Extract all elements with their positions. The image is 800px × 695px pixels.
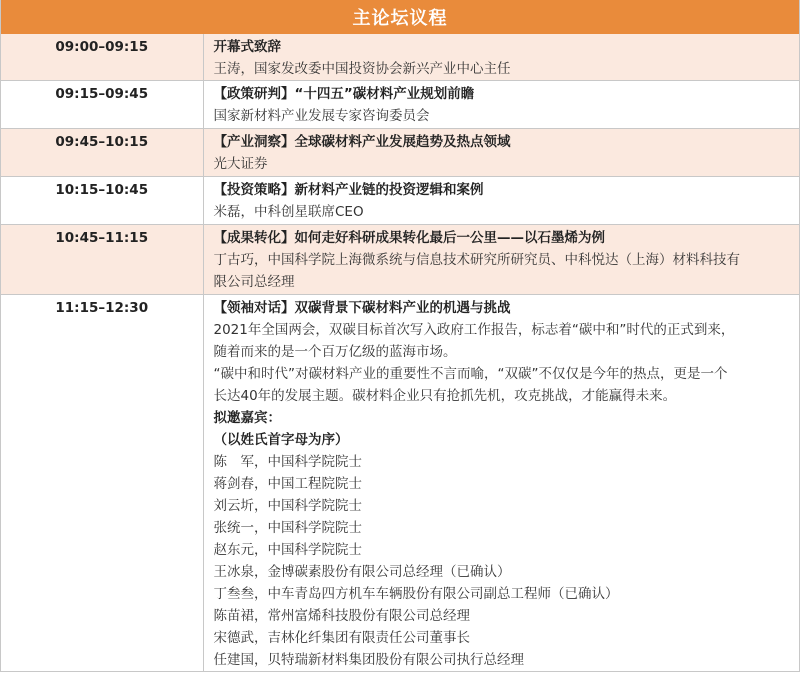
session-row-5 xyxy=(1,225,799,295)
session-time: 09:15–09:45 xyxy=(1,81,203,129)
session-time: 10:15–10:45 xyxy=(1,177,203,225)
guest-item: 赵东元，中国科学院院士 xyxy=(213,542,362,558)
session-content xyxy=(203,129,799,177)
session-description: 随着而来的是一个百万亿级的蓝海市场。 xyxy=(213,344,457,360)
session-topic: 【成果转化】如何走好科研成果转化最后一公里——以石墨烯为例 xyxy=(213,230,605,246)
agenda-table xyxy=(1,34,799,672)
session-content xyxy=(203,225,799,295)
session-topic: 开幕式致辞 xyxy=(213,39,281,55)
session-speaker: 丁古巧，中国科学院上海微系统与信息技术研究所研究员、中科悦达（上海）材料科技有 xyxy=(213,252,740,268)
session-description: “碳中和时代”对碳材料产业的重要性不言而喻，“双碳”不仅仅是今年的热点，更是一个 xyxy=(213,366,728,382)
guest-order-note: （以姓氏首字母为序） xyxy=(213,432,349,448)
agenda-title-bar xyxy=(1,0,799,34)
session-speaker: 王涛，国家发改委中国投资协会新兴产业中心主任 xyxy=(213,61,511,77)
session-speaker: 国家新材料产业发展专家咨询委员会 xyxy=(213,108,430,124)
session-row-2 xyxy=(1,81,799,129)
session-description: 2021年全国两会，双碳目标首次写入政府工作报告，标志着“碳中和”时代的正式到来， xyxy=(213,322,735,338)
guest-item: 蒋剑春，中国工程院院士 xyxy=(213,476,362,492)
session-topic: 【产业洞察】全球碳材料产业发展趋势及热点领域 xyxy=(213,134,511,150)
session-speaker-cont: 限公司总经理 xyxy=(213,274,295,290)
guest-item: 丁叁叁，中车青岛四方机车车辆股份有限公司副总工程师（已确认） xyxy=(213,586,619,602)
session-topic: 【领袖对话】双碳背景下碳材料产业的机遇与挑战 xyxy=(213,300,511,316)
session-row-3 xyxy=(1,129,799,177)
session-topic: 【政策研判】“十四五”碳材料产业规划前瞻 xyxy=(213,86,475,102)
session-time: 10:45–11:15 xyxy=(1,225,203,295)
session-content xyxy=(203,81,799,129)
guest-item: 王冰泉，金博碳素股份有限公司总经理（已确认） xyxy=(213,564,511,580)
session-content xyxy=(203,295,799,672)
session-time: 11:15–12:30 xyxy=(1,295,203,672)
session-row-1 xyxy=(1,34,799,81)
guest-item: 张统一，中国科学院院士 xyxy=(213,520,362,536)
guest-item: 陈 军，中国科学院院士 xyxy=(213,454,362,470)
guest-item: 宋德武，吉林化纤集团有限责任公司董事长 xyxy=(213,630,470,646)
session-row-6 xyxy=(1,295,799,672)
agenda-title: 主论坛议程 xyxy=(352,8,448,29)
invited-guests-label: 拟邀嘉宾： xyxy=(213,410,281,426)
session-row-4 xyxy=(1,177,799,225)
session-speaker: 光大证券 xyxy=(213,156,268,172)
session-time: 09:45–10:15 xyxy=(1,129,203,177)
guest-item: 刘云圻，中国科学院院士 xyxy=(213,498,362,514)
guest-item: 陈苗裙，常州富烯科技股份有限公司总经理 xyxy=(213,608,470,624)
session-topic: 【投资策略】新材料产业链的投资逻辑和案例 xyxy=(213,182,484,198)
session-content xyxy=(203,177,799,225)
session-time: 09:00–09:15 xyxy=(1,34,203,81)
guest-item: 任建国，贝特瑞新材料集团股份有限公司执行总经理 xyxy=(213,652,524,668)
session-speaker: 米磊，中科创星联席CEO xyxy=(213,204,364,220)
session-description: 长达40年的发展主题。碳材料企业只有抢抓先机，攻克挑战，才能赢得未来。 xyxy=(213,388,677,404)
session-content xyxy=(203,34,799,81)
